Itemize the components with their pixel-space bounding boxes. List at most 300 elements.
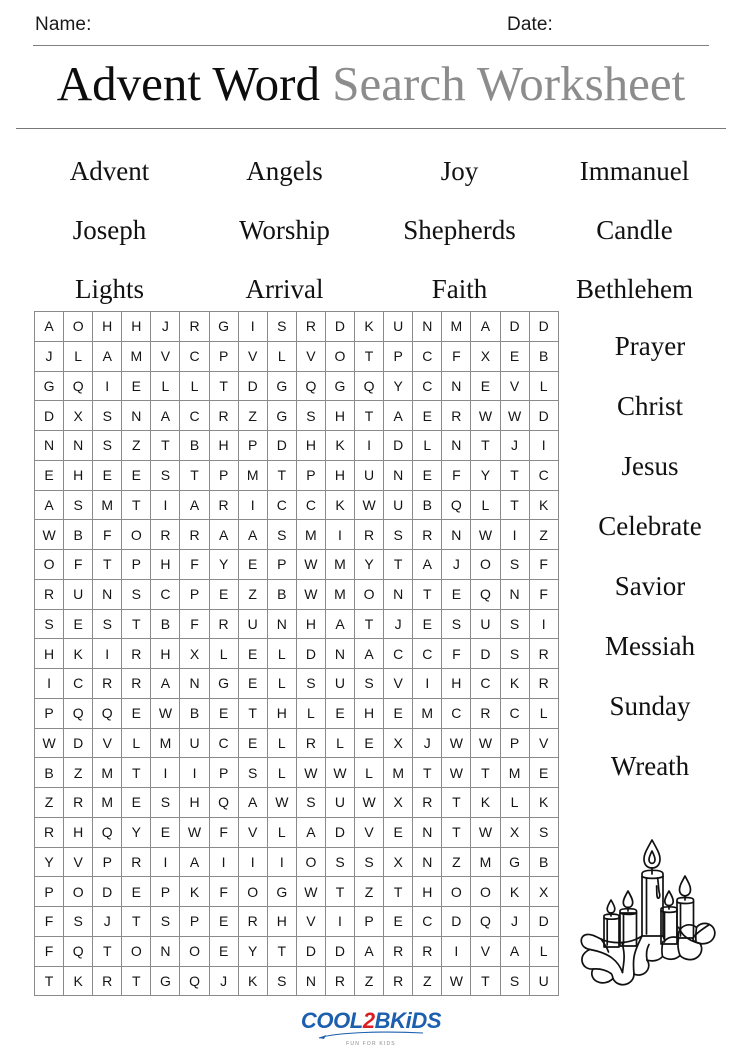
grid-cell[interactable]: Y (35, 848, 64, 878)
grid-cell[interactable]: J (384, 610, 413, 640)
grid-cell[interactable]: F (35, 937, 64, 967)
grid-cell[interactable]: C (471, 669, 500, 699)
grid-cell[interactable]: N (35, 431, 64, 461)
grid-cell[interactable]: T (122, 491, 151, 521)
grid-cell[interactable]: I (210, 848, 239, 878)
grid-cell[interactable]: H (210, 431, 239, 461)
grid-cell[interactable]: N (384, 461, 413, 491)
grid-cell[interactable]: S (297, 788, 326, 818)
grid-cell[interactable]: P (93, 848, 122, 878)
grid-cell[interactable]: K (326, 491, 355, 521)
grid-cell[interactable]: V (501, 372, 530, 402)
grid-cell[interactable]: D (239, 372, 268, 402)
grid-cell[interactable]: P (35, 699, 64, 729)
grid-cell[interactable]: H (122, 312, 151, 342)
grid-cell[interactable]: J (151, 312, 180, 342)
grid-cell[interactable]: Q (355, 372, 384, 402)
grid-cell[interactable]: I (442, 937, 471, 967)
grid-cell[interactable]: C (384, 639, 413, 669)
grid-cell[interactable]: S (297, 401, 326, 431)
grid-cell[interactable]: X (384, 729, 413, 759)
grid-cell[interactable]: Z (239, 401, 268, 431)
grid-cell[interactable]: R (413, 788, 442, 818)
grid-cell[interactable]: Y (471, 461, 500, 491)
grid-cell[interactable]: T (471, 967, 500, 997)
grid-cell[interactable]: K (239, 967, 268, 997)
grid-cell[interactable]: T (413, 580, 442, 610)
grid-cell[interactable]: I (35, 669, 64, 699)
grid-cell[interactable]: P (151, 877, 180, 907)
grid-cell[interactable]: L (268, 729, 297, 759)
grid-cell[interactable]: D (530, 312, 559, 342)
grid-cell[interactable]: T (413, 758, 442, 788)
grid-cell[interactable]: M (501, 758, 530, 788)
grid-cell[interactable]: P (35, 877, 64, 907)
grid-cell[interactable]: P (355, 907, 384, 937)
grid-cell[interactable]: W (268, 788, 297, 818)
grid-cell[interactable]: L (268, 639, 297, 669)
grid-cell[interactable]: V (297, 907, 326, 937)
grid-cell[interactable]: K (471, 788, 500, 818)
grid-cell[interactable]: S (268, 967, 297, 997)
grid-cell[interactable]: W (471, 729, 500, 759)
grid-cell[interactable]: R (297, 312, 326, 342)
grid-cell[interactable]: R (151, 520, 180, 550)
grid-cell[interactable]: P (180, 580, 209, 610)
grid-cell[interactable]: N (442, 372, 471, 402)
grid-cell[interactable]: I (530, 610, 559, 640)
grid-cell[interactable]: M (93, 491, 122, 521)
grid-cell[interactable]: E (413, 401, 442, 431)
grid-cell[interactable]: E (384, 699, 413, 729)
grid-cell[interactable]: A (471, 312, 500, 342)
grid-cell[interactable]: T (239, 699, 268, 729)
grid-cell[interactable]: M (413, 699, 442, 729)
grid-cell[interactable]: S (268, 312, 297, 342)
grid-cell[interactable]: T (268, 461, 297, 491)
grid-cell[interactable]: T (355, 401, 384, 431)
grid-cell[interactable]: W (326, 758, 355, 788)
grid-cell[interactable]: O (35, 550, 64, 580)
grid-cell[interactable]: C (268, 491, 297, 521)
grid-cell[interactable]: C (413, 907, 442, 937)
grid-cell[interactable]: T (122, 758, 151, 788)
grid-cell[interactable]: F (180, 610, 209, 640)
grid-cell[interactable]: G (326, 372, 355, 402)
grid-cell[interactable]: Q (442, 491, 471, 521)
grid-cell[interactable]: O (471, 550, 500, 580)
grid-cell[interactable]: S (501, 639, 530, 669)
grid-cell[interactable]: K (64, 639, 93, 669)
grid-cell[interactable]: I (151, 758, 180, 788)
grid-cell[interactable]: B (530, 848, 559, 878)
grid-cell[interactable]: Z (442, 848, 471, 878)
grid-cell[interactable]: Y (210, 550, 239, 580)
grid-cell[interactable]: A (180, 491, 209, 521)
grid-cell[interactable]: N (297, 967, 326, 997)
grid-cell[interactable]: C (530, 461, 559, 491)
grid-cell[interactable]: E (384, 907, 413, 937)
grid-cell[interactable]: I (413, 669, 442, 699)
grid-cell[interactable]: W (501, 401, 530, 431)
grid-cell[interactable]: X (384, 788, 413, 818)
grid-cell[interactable]: C (180, 401, 209, 431)
grid-cell[interactable]: C (413, 639, 442, 669)
grid-cell[interactable]: V (239, 818, 268, 848)
grid-cell[interactable]: P (501, 729, 530, 759)
grid-cell[interactable]: M (122, 342, 151, 372)
grid-cell[interactable]: H (180, 788, 209, 818)
grid-cell[interactable]: E (326, 699, 355, 729)
grid-cell[interactable]: T (122, 610, 151, 640)
grid-cell[interactable]: R (122, 639, 151, 669)
grid-cell[interactable]: S (151, 788, 180, 818)
grid-cell[interactable]: S (151, 907, 180, 937)
grid-cell[interactable]: C (501, 699, 530, 729)
grid-cell[interactable]: M (297, 520, 326, 550)
grid-cell[interactable]: L (268, 669, 297, 699)
grid-cell[interactable]: R (530, 669, 559, 699)
grid-cell[interactable]: R (413, 520, 442, 550)
grid-cell[interactable]: W (151, 699, 180, 729)
grid-cell[interactable]: D (471, 639, 500, 669)
grid-cell[interactable]: C (413, 342, 442, 372)
grid-cell[interactable]: T (151, 431, 180, 461)
grid-cell[interactable]: H (326, 401, 355, 431)
grid-cell[interactable]: H (297, 431, 326, 461)
grid-cell[interactable]: F (530, 580, 559, 610)
grid-cell[interactable]: Q (210, 788, 239, 818)
grid-cell[interactable]: W (35, 729, 64, 759)
grid-cell[interactable]: L (355, 758, 384, 788)
grid-cell[interactable]: L (210, 639, 239, 669)
grid-cell[interactable]: F (180, 550, 209, 580)
grid-cell[interactable]: J (501, 907, 530, 937)
grid-cell[interactable]: W (442, 729, 471, 759)
grid-cell[interactable]: P (122, 550, 151, 580)
grid-cell[interactable]: P (180, 907, 209, 937)
grid-cell[interactable]: J (501, 431, 530, 461)
grid-cell[interactable]: D (93, 877, 122, 907)
grid-cell[interactable]: T (501, 461, 530, 491)
grid-cell[interactable]: U (530, 967, 559, 997)
grid-cell[interactable]: M (239, 461, 268, 491)
grid-cell[interactable]: N (501, 580, 530, 610)
grid-cell[interactable]: K (64, 967, 93, 997)
grid-cell[interactable]: E (122, 372, 151, 402)
grid-cell[interactable]: O (471, 877, 500, 907)
grid-cell[interactable]: V (151, 342, 180, 372)
grid-cell[interactable]: N (413, 312, 442, 342)
grid-cell[interactable]: P (210, 342, 239, 372)
grid-cell[interactable]: C (297, 491, 326, 521)
grid-cell[interactable]: N (384, 580, 413, 610)
grid-cell[interactable]: K (530, 788, 559, 818)
grid-cell[interactable]: Q (471, 580, 500, 610)
grid-cell[interactable]: C (210, 729, 239, 759)
grid-cell[interactable]: T (122, 907, 151, 937)
grid-cell[interactable]: Q (93, 818, 122, 848)
grid-cell[interactable]: M (326, 550, 355, 580)
grid-cell[interactable]: S (268, 520, 297, 550)
grid-cell[interactable]: W (35, 520, 64, 550)
grid-cell[interactable]: T (35, 967, 64, 997)
grid-cell[interactable]: Q (471, 907, 500, 937)
grid-cell[interactable]: T (501, 491, 530, 521)
grid-cell[interactable]: R (355, 520, 384, 550)
grid-cell[interactable]: X (530, 877, 559, 907)
grid-cell[interactable]: L (64, 342, 93, 372)
grid-cell[interactable]: A (35, 312, 64, 342)
grid-cell[interactable]: A (93, 342, 122, 372)
grid-cell[interactable]: S (530, 818, 559, 848)
grid-cell[interactable]: M (471, 848, 500, 878)
grid-cell[interactable]: S (297, 669, 326, 699)
grid-cell[interactable]: O (239, 877, 268, 907)
grid-cell[interactable]: U (355, 461, 384, 491)
grid-cell[interactable]: R (210, 491, 239, 521)
grid-cell[interactable]: A (151, 401, 180, 431)
grid-cell[interactable]: X (384, 848, 413, 878)
grid-cell[interactable]: E (471, 372, 500, 402)
grid-cell[interactable]: H (297, 610, 326, 640)
grid-cell[interactable]: S (239, 758, 268, 788)
grid-cell[interactable]: W (471, 520, 500, 550)
grid-cell[interactable]: K (501, 669, 530, 699)
grid-cell[interactable]: A (239, 520, 268, 550)
grid-cell[interactable]: W (297, 758, 326, 788)
grid-cell[interactable]: B (35, 758, 64, 788)
grid-cell[interactable]: W (355, 491, 384, 521)
grid-cell[interactable]: S (64, 907, 93, 937)
grid-cell[interactable]: S (326, 848, 355, 878)
grid-cell[interactable]: I (501, 520, 530, 550)
grid-cell[interactable]: E (501, 342, 530, 372)
grid-cell[interactable]: T (384, 877, 413, 907)
grid-cell[interactable]: W (442, 967, 471, 997)
grid-cell[interactable]: E (122, 788, 151, 818)
grid-cell[interactable]: V (93, 729, 122, 759)
grid-cell[interactable]: S (384, 520, 413, 550)
grid-cell[interactable]: L (413, 431, 442, 461)
grid-cell[interactable]: G (210, 669, 239, 699)
grid-cell[interactable]: N (413, 848, 442, 878)
grid-cell[interactable]: E (239, 550, 268, 580)
grid-cell[interactable]: H (93, 312, 122, 342)
grid-cell[interactable]: M (384, 758, 413, 788)
grid-cell[interactable]: D (530, 907, 559, 937)
grid-cell[interactable]: D (297, 937, 326, 967)
grid-cell[interactable]: I (239, 848, 268, 878)
grid-cell[interactable]: I (530, 431, 559, 461)
grid-cell[interactable]: W (297, 877, 326, 907)
grid-cell[interactable]: D (326, 937, 355, 967)
grid-cell[interactable]: T (326, 877, 355, 907)
grid-cell[interactable]: X (501, 818, 530, 848)
grid-cell[interactable]: J (35, 342, 64, 372)
grid-cell[interactable]: C (64, 669, 93, 699)
grid-cell[interactable]: M (442, 312, 471, 342)
grid-cell[interactable]: S (442, 610, 471, 640)
grid-cell[interactable]: B (413, 491, 442, 521)
grid-cell[interactable]: B (180, 699, 209, 729)
grid-cell[interactable]: K (355, 312, 384, 342)
grid-cell[interactable]: D (326, 818, 355, 848)
grid-cell[interactable]: L (180, 372, 209, 402)
grid-cell[interactable]: X (471, 342, 500, 372)
grid-cell[interactable]: L (326, 729, 355, 759)
grid-cell[interactable]: Q (64, 699, 93, 729)
grid-cell[interactable]: Z (530, 520, 559, 550)
grid-cell[interactable]: E (122, 699, 151, 729)
grid-cell[interactable]: H (35, 639, 64, 669)
grid-cell[interactable]: M (151, 729, 180, 759)
grid-cell[interactable]: G (268, 401, 297, 431)
grid-cell[interactable]: N (93, 580, 122, 610)
grid-cell[interactable]: W (297, 580, 326, 610)
grid-cell[interactable]: L (122, 729, 151, 759)
grid-cell[interactable]: R (93, 967, 122, 997)
grid-cell[interactable]: I (326, 520, 355, 550)
grid-cell[interactable]: B (180, 431, 209, 461)
grid-cell[interactable]: I (239, 312, 268, 342)
grid-cell[interactable]: H (64, 461, 93, 491)
grid-cell[interactable]: E (413, 610, 442, 640)
grid-cell[interactable]: H (355, 699, 384, 729)
grid-cell[interactable]: R (122, 669, 151, 699)
grid-cell[interactable]: L (471, 491, 500, 521)
grid-cell[interactable]: D (297, 639, 326, 669)
grid-cell[interactable]: A (413, 550, 442, 580)
grid-cell[interactable]: D (501, 312, 530, 342)
grid-cell[interactable]: G (35, 372, 64, 402)
grid-cell[interactable]: I (326, 907, 355, 937)
grid-cell[interactable]: A (239, 788, 268, 818)
grid-cell[interactable]: Z (122, 431, 151, 461)
grid-cell[interactable]: E (122, 461, 151, 491)
grid-cell[interactable]: Z (355, 967, 384, 997)
grid-cell[interactable]: E (122, 877, 151, 907)
grid-cell[interactable]: K (180, 877, 209, 907)
grid-cell[interactable]: F (210, 818, 239, 848)
grid-cell[interactable]: H (151, 639, 180, 669)
grid-cell[interactable]: S (64, 491, 93, 521)
grid-cell[interactable]: X (180, 639, 209, 669)
grid-cell[interactable]: R (471, 699, 500, 729)
grid-cell[interactable]: S (355, 848, 384, 878)
grid-cell[interactable]: L (268, 818, 297, 848)
grid-cell[interactable]: S (35, 610, 64, 640)
grid-cell[interactable]: E (210, 907, 239, 937)
grid-cell[interactable]: R (413, 937, 442, 967)
grid-cell[interactable]: E (530, 758, 559, 788)
grid-cell[interactable]: O (122, 520, 151, 550)
grid-cell[interactable]: U (471, 610, 500, 640)
grid-cell[interactable]: E (384, 818, 413, 848)
grid-cell[interactable]: A (355, 937, 384, 967)
grid-cell[interactable]: P (268, 550, 297, 580)
grid-cell[interactable]: Q (93, 699, 122, 729)
grid-cell[interactable]: Q (64, 372, 93, 402)
grid-cell[interactable]: U (326, 788, 355, 818)
grid-cell[interactable]: G (210, 312, 239, 342)
grid-cell[interactable]: D (268, 431, 297, 461)
grid-cell[interactable]: T (355, 610, 384, 640)
grid-cell[interactable]: D (384, 431, 413, 461)
grid-cell[interactable]: Z (239, 580, 268, 610)
grid-cell[interactable]: Y (355, 550, 384, 580)
grid-cell[interactable]: H (151, 550, 180, 580)
grid-cell[interactable]: H (64, 818, 93, 848)
grid-cell[interactable]: P (239, 431, 268, 461)
grid-cell[interactable]: E (93, 461, 122, 491)
grid-cell[interactable]: I (151, 848, 180, 878)
grid-cell[interactable]: A (297, 818, 326, 848)
grid-cell[interactable]: P (297, 461, 326, 491)
grid-cell[interactable]: U (384, 491, 413, 521)
grid-cell[interactable]: T (93, 550, 122, 580)
grid-cell[interactable]: O (180, 937, 209, 967)
grid-cell[interactable]: R (239, 907, 268, 937)
grid-cell[interactable]: D (530, 401, 559, 431)
grid-cell[interactable]: T (93, 937, 122, 967)
grid-cell[interactable]: D (35, 401, 64, 431)
grid-cell[interactable]: B (151, 610, 180, 640)
grid-cell[interactable]: E (64, 610, 93, 640)
grid-cell[interactable]: V (355, 818, 384, 848)
grid-cell[interactable]: J (93, 907, 122, 937)
grid-cell[interactable]: I (180, 758, 209, 788)
grid-cell[interactable]: G (268, 372, 297, 402)
grid-cell[interactable]: L (268, 758, 297, 788)
grid-cell[interactable]: F (93, 520, 122, 550)
grid-cell[interactable]: D (326, 312, 355, 342)
grid-cell[interactable]: Z (355, 877, 384, 907)
grid-cell[interactable]: R (210, 401, 239, 431)
grid-cell[interactable]: V (64, 848, 93, 878)
grid-cell[interactable]: U (326, 669, 355, 699)
grid-cell[interactable]: S (501, 610, 530, 640)
grid-cell[interactable]: H (268, 907, 297, 937)
grid-cell[interactable]: T (355, 342, 384, 372)
grid-cell[interactable]: N (413, 818, 442, 848)
grid-cell[interactable]: R (210, 610, 239, 640)
grid-cell[interactable]: Z (64, 758, 93, 788)
grid-cell[interactable]: J (210, 967, 239, 997)
grid-cell[interactable]: B (530, 342, 559, 372)
grid-cell[interactable]: E (210, 699, 239, 729)
grid-cell[interactable]: H (413, 877, 442, 907)
grid-cell[interactable]: Q (64, 937, 93, 967)
grid-cell[interactable]: N (180, 669, 209, 699)
grid-cell[interactable]: R (297, 729, 326, 759)
grid-cell[interactable]: Y (122, 818, 151, 848)
grid-cell[interactable]: E (239, 729, 268, 759)
grid-cell[interactable]: I (93, 639, 122, 669)
grid-cell[interactable]: F (530, 550, 559, 580)
grid-cell[interactable]: M (93, 788, 122, 818)
grid-cell[interactable]: A (180, 848, 209, 878)
grid-cell[interactable]: A (384, 401, 413, 431)
grid-cell[interactable]: U (180, 729, 209, 759)
grid-cell[interactable]: T (442, 818, 471, 848)
grid-cell[interactable]: S (93, 610, 122, 640)
grid-cell[interactable]: E (442, 580, 471, 610)
grid-cell[interactable]: E (35, 461, 64, 491)
grid-cell[interactable]: N (122, 401, 151, 431)
grid-cell[interactable]: H (268, 699, 297, 729)
grid-cell[interactable]: P (384, 342, 413, 372)
